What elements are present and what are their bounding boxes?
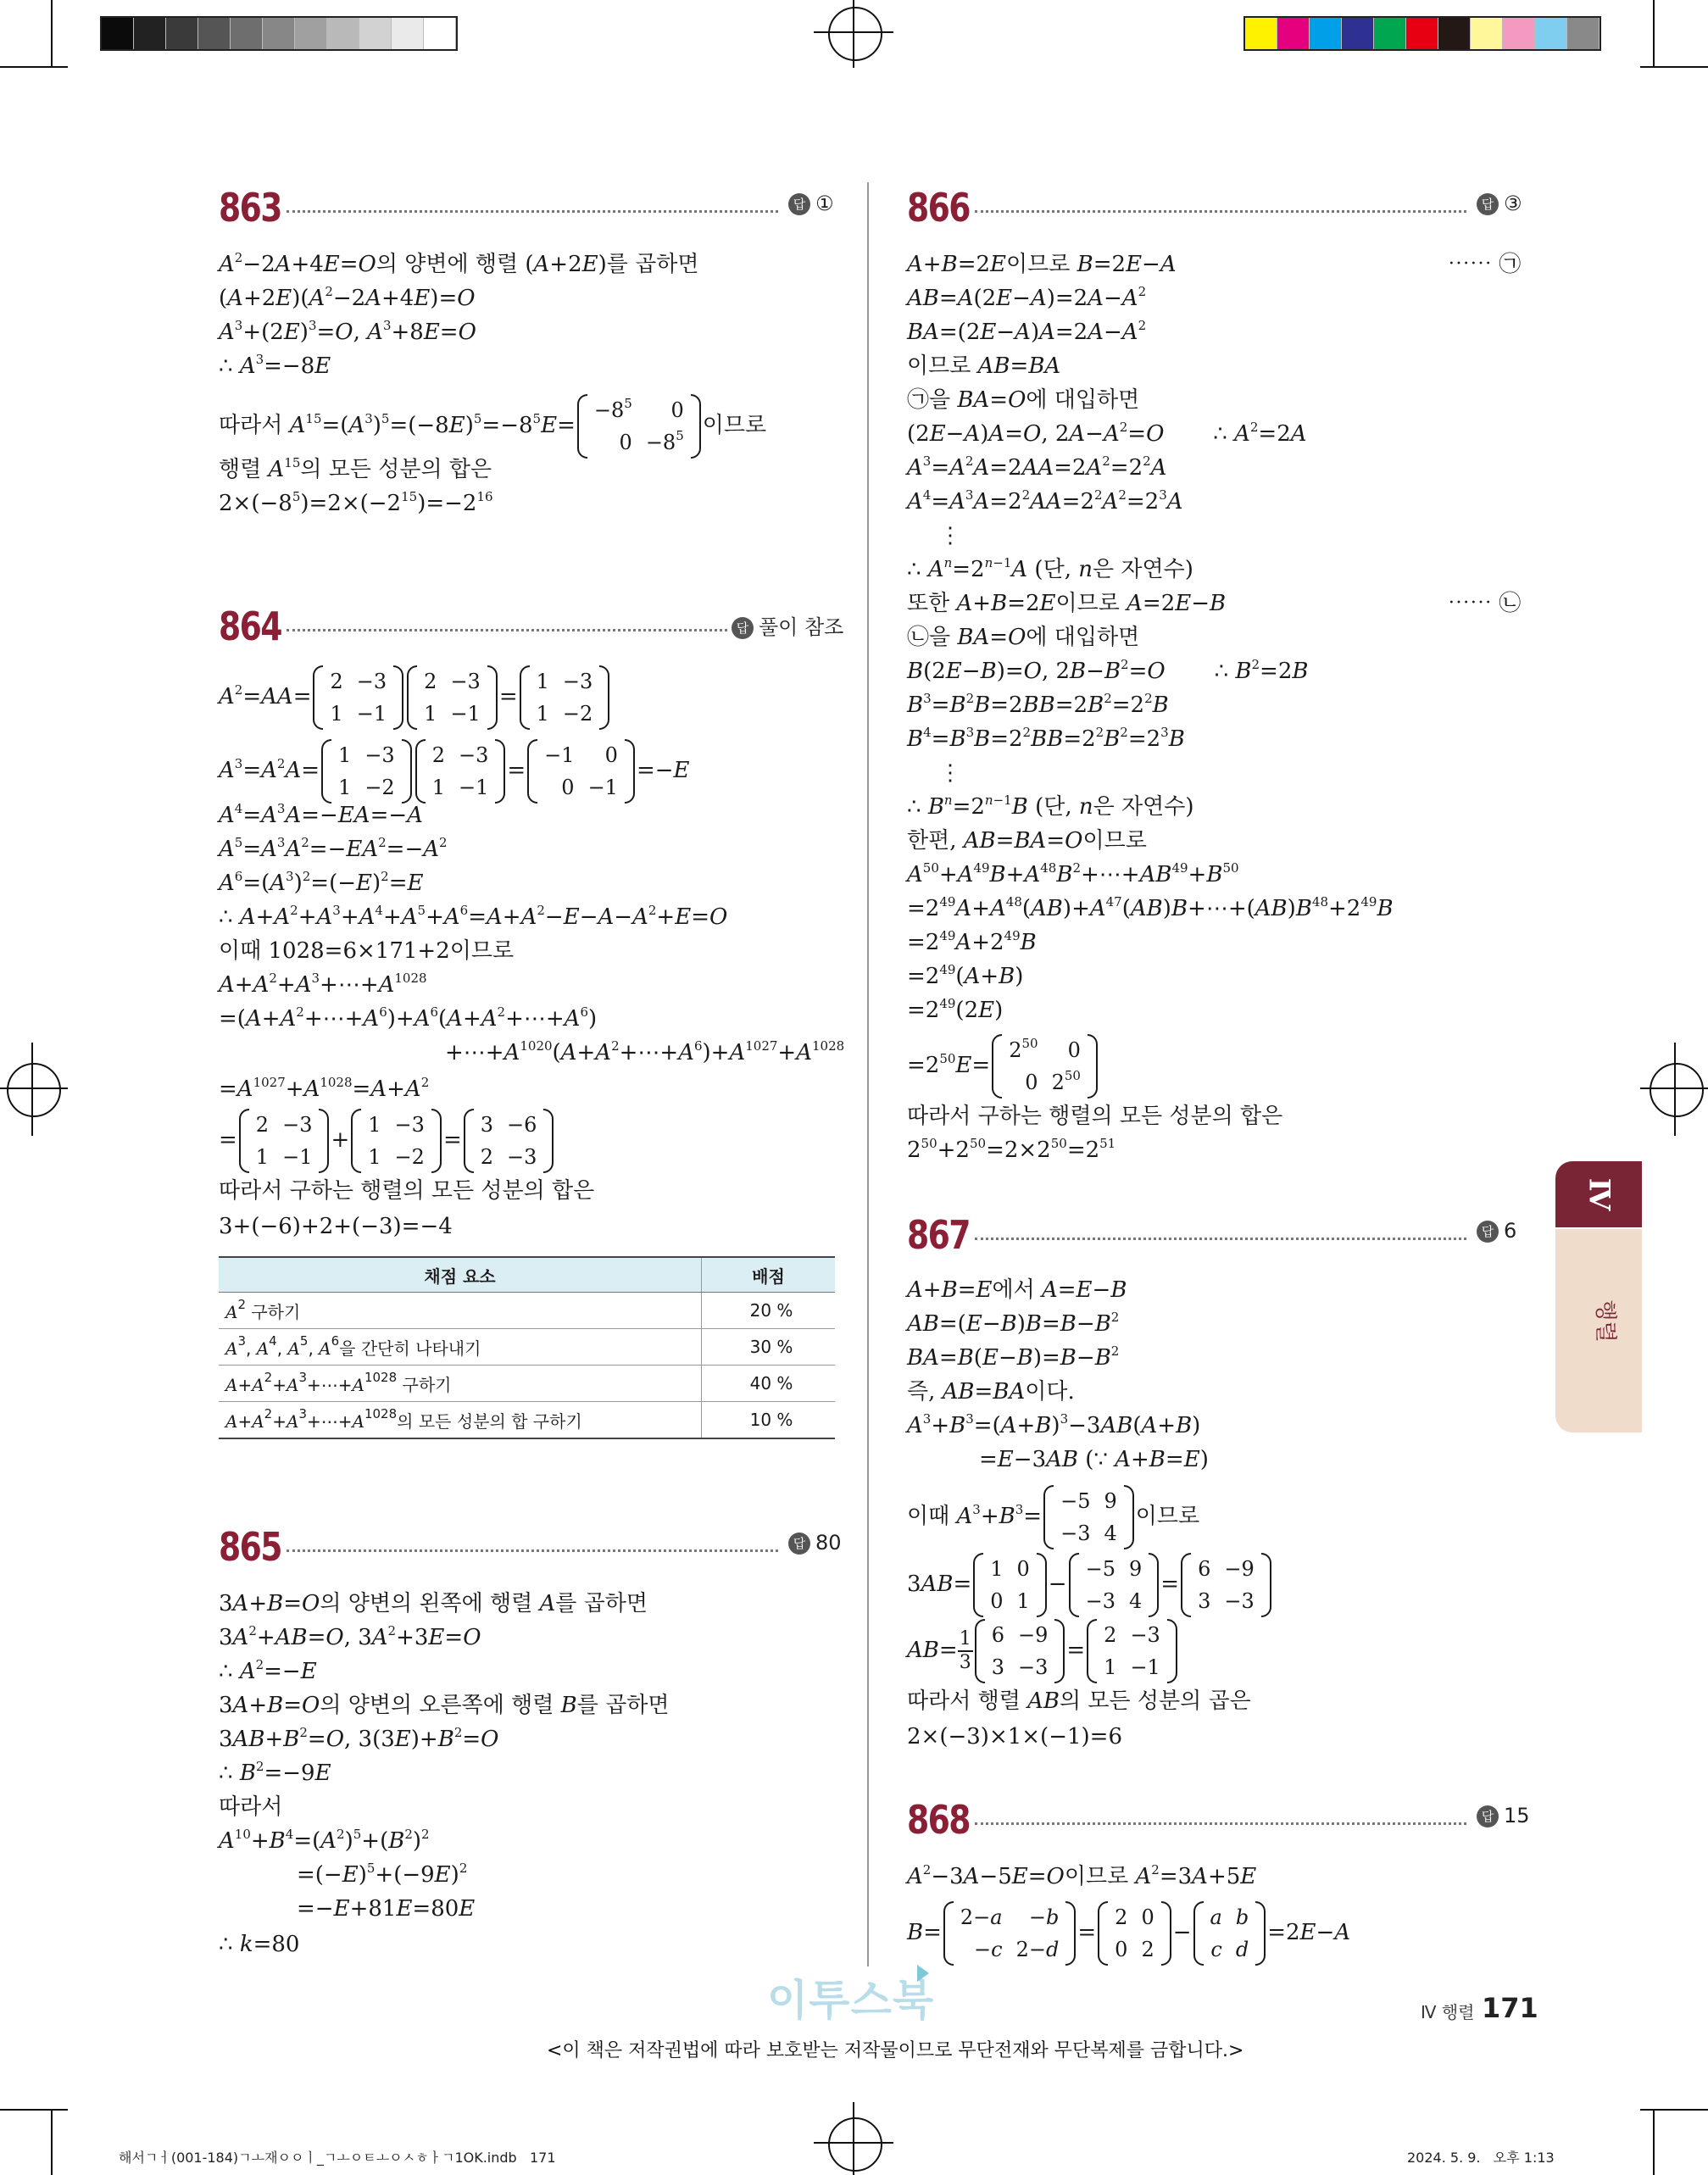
solution-line: 따라서 구하는 행렬의 모든 성분의 합은 (219, 1178, 595, 1204)
solution-line: $A^4=A^3A=2^2AA=2^2A^2=2^3A$ (907, 487, 1183, 515)
color-bar (1243, 16, 1601, 51)
solution-line: $A^{50}+A^{49}B+A^{48}B^2+\cdots+AB^{49}+B^{50}$ (907, 860, 1239, 887)
solution-line: $2^{50}+2^{50}=2\times 2^{50}=2^{51}$ (907, 1136, 1116, 1163)
solution-line: $A^4=A^3A=-EA=-A$ (219, 801, 423, 828)
equation-tag: ⋯⋯ ㉡ (1448, 591, 1522, 616)
crop-mark (1640, 2109, 1708, 2111)
color-swatch (102, 18, 134, 49)
answer-label (1477, 192, 1522, 215)
registration-mark (0, 1088, 68, 1089)
table-cell: $A+A^2+A^3+\cdots+A^{1028}$ 구하기 (219, 1366, 702, 1402)
solution-line: 3A+B=O의 양변의 오른쪽에 행렬 B를 곱하면 (219, 1693, 670, 1718)
solution-line: ⋮ (939, 523, 961, 548)
solution-line: 따라서 행렬 AB의 모든 성분의 곱은 (907, 1688, 1251, 1714)
dot-leader (287, 1549, 778, 1552)
problem-header-868 (907, 1797, 1530, 1848)
table-row (219, 1293, 835, 1329)
print-file-name: 해서ㄱㅓ(001-184)ㄱㅗ재ㅇㅇㅣ_ㄱㅗㅇㅌㅗㅇㅅㅎㅏㄱ1OK.indb 171 (119, 2150, 556, 2166)
solution-line: B= 2−a −b −c 2−d = 2 0 0 2 − a b c d =2E−A (907, 1901, 1350, 1966)
solution-line: A+B=2E이므로 B=2E−A (907, 252, 1177, 277)
color-swatch (1310, 18, 1342, 49)
solution-line: 2×(−3)×1×(−1)=6 (907, 1724, 1122, 1749)
answer-icon: 답 (788, 193, 810, 215)
solution-line: $A^5=A^3A^2=-EA^2=-A^2$ (219, 835, 448, 862)
chapter-tab-label (1555, 1229, 1642, 1432)
solution-line: ∴ $B^n=2^{n-1}B$ (단, n은 자연수) (907, 793, 1194, 820)
color-swatch (263, 18, 295, 49)
color-swatch (1471, 18, 1503, 49)
solution-line: ∴ $A^n=2^{n-1}A$ (단, n은 자연수) (907, 555, 1193, 582)
dot-leader (287, 629, 727, 631)
solution-line: $AB=A(2E-A)=2A-A^2$ (907, 284, 1147, 311)
solution-line: $+\cdots+A^{1020}(A+A^2+\cdots+A^6)+A^{1027}+A^{1028}$ (445, 1038, 845, 1065)
solution-line: 3A+B=O의 양변의 왼쪽에 행렬 A를 곱하면 (219, 1591, 648, 1616)
solution-line: 즉, AB=BA이다. (907, 1379, 1075, 1405)
solution-line: ㉡을 BA=O에 대입하면 (907, 625, 1140, 650)
table-cell: $A^2$ 구하기 (219, 1293, 702, 1329)
table-row (219, 1329, 835, 1366)
problem-header-866 (907, 185, 1526, 236)
answer-label (788, 192, 834, 215)
copyright-notice: <이 책은 저작권법에 따라 보호받는 저작물이므로 무단전재와 무단복제를 금합니다.> (547, 2040, 1244, 2061)
registration-mark (814, 2142, 893, 2144)
answer-value: 풀이 참조 (759, 615, 844, 639)
page-number: 171 (1482, 1992, 1538, 2024)
answer-label (732, 610, 843, 640)
answer-icon: 답 (732, 617, 754, 639)
problem-number: 865 (219, 1524, 281, 1570)
problem-number: 866 (907, 185, 970, 231)
solution-line: 이때 1028=6×171+2이므로 (219, 938, 515, 964)
solution-line: $3AB+B^2=O$, $3(3E)+B^2=O$ (219, 1725, 499, 1752)
dot-leader (975, 1238, 1466, 1240)
problem-header-863 (219, 185, 837, 236)
color-swatch (295, 18, 327, 49)
crop-mark (51, 2111, 53, 2175)
solution-line: $=A^{1027}+A^{1028}=A+A^2$ (219, 1075, 430, 1102)
solution-line: $A^2-2A+4E=O$의 양변에 행렬 (A+2E)를 곱하면 (219, 250, 699, 277)
solution-line: $A^2-3A-5E=O$이므로 $A^2=3A+5E$ (907, 1862, 1257, 1889)
solution-line: 3AB= 1 0 0 1 − −5 9 −3 4 = 6 −9 3 −3 (907, 1553, 1273, 1617)
crop-mark (0, 2109, 68, 2111)
answer-icon: 답 (788, 1533, 810, 1555)
publisher-logo (767, 1966, 934, 2028)
solution-line: $AB=(E-B)B=B-B^2$ (907, 1310, 1120, 1337)
registration-mark (1650, 1063, 1704, 1117)
solution-line: 3+(−6)+2+(−3)=−4 (219, 1214, 453, 1239)
solution-line: (2E−A)A=O, $2A-A^2=O$ ∴ $A^2=2A$ (907, 420, 1307, 447)
solution-line: $A+A^2+A^3+\cdots+A^{1028}$ (219, 971, 427, 998)
solution-line: $A^6=(A^3)^2=(-E)^2=E$ (219, 869, 424, 896)
table-header: 배점 (702, 1257, 836, 1293)
solution-line: ∴ $B^2=-9E$ (219, 1759, 331, 1786)
solution-line: B(2E−B)=O, $2B-B^2=O$ ∴ $B^2=2B$ (907, 657, 1309, 684)
solution-line: $3A^2+AB=O$, $3A^2+3E=O$ (219, 1623, 481, 1650)
solution-line: $A^3=A^2A=$ 1 −3 1 −2 2 −3 1 −1 = −1 0 0 −1 =−E (219, 739, 690, 804)
table-row (219, 1402, 835, 1439)
color-swatch (1374, 18, 1406, 49)
solution-line: =E−3AB (∵ A+B=E) (979, 1447, 1209, 1472)
table-cell: 10 % (702, 1402, 836, 1439)
registration-mark (1640, 1088, 1708, 1089)
equation-tag: ⋯⋯ ㉠ (1448, 252, 1522, 277)
color-swatch (1567, 18, 1600, 49)
color-swatch (1406, 18, 1438, 49)
solution-line: 따라서 구하는 행렬의 모든 성분의 합은 (907, 1104, 1283, 1129)
solution-line: $=2^{49}(2E)$ (907, 996, 1004, 1023)
registration-mark (828, 7, 882, 61)
page-section: Ⅳ 행렬 (1421, 2002, 1475, 2022)
solution-line: $A^{10}+B^4=(A^2)^5+(B^2)^2$ (219, 1827, 430, 1854)
solution-line: $A^3+(2E)^3=O$, $A^3+8E=O$ (219, 318, 476, 345)
crop-mark (1653, 0, 1655, 68)
color-swatch (1277, 18, 1310, 49)
registration-mark (31, 1043, 33, 1136)
print-timestamp: 2024. 5. 9. 오후 1:13 (1407, 2150, 1555, 2166)
color-swatch (198, 18, 231, 49)
solution-line: $2\times(-8^5)=2\times(-2^{15})=-2^{16}$ (219, 489, 493, 516)
table-row (219, 1366, 835, 1402)
solution-line: $=2^{50}E=$ $2^{50}$ 0 0 $2^{50}$ (907, 1034, 1099, 1099)
color-swatch (392, 18, 424, 49)
solution-line: 한편, AB=BA=O이므로 (907, 828, 1147, 854)
solution-line: 또한 A+B=2E이므로 A=2E−B (907, 591, 1227, 616)
color-swatch (134, 18, 166, 49)
color-swatch (231, 18, 263, 49)
problem-header-864 (219, 604, 844, 654)
chapter-tab (1555, 1161, 1642, 1227)
solution-line: = 2 −3 1 −1 + 1 −3 1 −2 = 3 −6 2 −3 (219, 1109, 555, 1173)
solution-line: $=(A+A^2+\cdots+A^6)+A^6(A+A^2+\cdots+A^6)$ (219, 1004, 598, 1032)
color-swatch (359, 18, 392, 49)
solution-line: ∴ k=80 (219, 1932, 300, 1957)
solution-line: 이때 $A^3+B^3=$ −5 9 −3 4 이므로 (907, 1485, 1199, 1549)
answer-value: ① (815, 192, 834, 215)
color-swatch (327, 18, 359, 49)
color-swatch (1342, 18, 1374, 49)
problem-header-865 (219, 1524, 842, 1575)
color-swatch (1503, 18, 1535, 49)
answer-icon: 답 (1477, 193, 1499, 215)
solution-line: $BA=B(E-B)=B-B^2$ (907, 1343, 1120, 1371)
color-swatch (166, 18, 198, 49)
table-header: 채점 요소 (219, 1257, 702, 1293)
answer-label (788, 1531, 842, 1555)
color-swatch (1535, 18, 1567, 49)
solution-line: ㉠을 BA=O에 대입하면 (907, 387, 1140, 413)
solution-line: ∴ $A^3=-8E$ (219, 352, 331, 379)
answer-value: ③ (1504, 192, 1522, 215)
table-cell: $A^3$, $A^4$, $A^5$, $A^6$을 간단히 나타내기 (219, 1329, 702, 1366)
registration-mark (814, 31, 893, 33)
solution-line: A+B=E에서 A=E−B (907, 1277, 1127, 1303)
registration-mark (7, 1063, 61, 1117)
solution-line: AB= $\frac{1}{3}$ 6 −9 3 −3 = 2 −3 1 −1 (907, 1619, 1179, 1683)
solution-line: 따라서 $A^{15}=(A^3)^5=(-8E)^5=-8^5E=$ $-8^5$ 0 0 $-8^5$ 이므로 (219, 394, 766, 459)
answer-value: 15 (1504, 1804, 1530, 1827)
answer-value: 80 (815, 1531, 842, 1555)
chapter-number: Ⅳ (1582, 1177, 1616, 1211)
color-swatch (1438, 18, 1471, 49)
crop-mark (1640, 66, 1708, 68)
color-swatch (1245, 18, 1277, 49)
dot-leader (975, 210, 1466, 213)
registration-mark (853, 2102, 854, 2175)
chapter-title: 행렬 (1592, 1299, 1618, 1343)
solution-line: ⋮ (939, 760, 961, 786)
solution-line: 이므로 AB=BA (907, 353, 1061, 379)
answer-label (1477, 1804, 1530, 1827)
table-cell: 30 % (702, 1329, 836, 1366)
answer-icon: 답 (1477, 1221, 1499, 1243)
solution-line: $A^3=A^2A=2AA=2A^2=2^2A$ (907, 453, 1167, 481)
solution-line: ∴ $A+A^2+A^3+A^4+A^5+A^6=A+A^2-E-A-A^2+E=O$ (219, 903, 728, 930)
solution-line: $BA=(2E-A)A=2A-A^2$ (907, 318, 1147, 345)
solution-line: $B^3=B^2B=2BB=2B^2=2^2B$ (907, 691, 1169, 718)
grayscale-bar (100, 16, 458, 51)
problem-number: 867 (907, 1212, 970, 1258)
crop-mark (1653, 2111, 1655, 2175)
answer-value: 6 (1504, 1219, 1517, 1243)
dot-leader (975, 1822, 1466, 1825)
solution-line: =−E+81E=80E (297, 1896, 476, 1922)
answer-label (1477, 1219, 1516, 1243)
answer-icon: 답 (1477, 1805, 1499, 1827)
problem-header-867 (907, 1212, 1526, 1263)
crop-mark (51, 0, 53, 68)
solution-line: $A^3+B^3=(A+B)^3-3AB(A+B)$ (907, 1411, 1201, 1438)
column-divider (867, 182, 869, 1966)
solution-line: $=2^{49}(A+B)$ (907, 962, 1024, 989)
registration-mark (853, 0, 854, 68)
registration-mark (1674, 1043, 1676, 1136)
crop-mark (0, 66, 68, 68)
table-cell: $A+A^2+A^3+\cdots+A^{1028}$의 모든 성분의 합 구하기 (219, 1402, 702, 1439)
table-cell: 20 % (702, 1293, 836, 1329)
logo-flag-icon (917, 1965, 929, 1982)
matrix: $-8^5$ 0 0 $-8^5$ (577, 394, 701, 459)
solution-line: $=2^{49}A+2^{49}B$ (907, 928, 1037, 955)
score-table (219, 1256, 835, 1439)
problem-number: 863 (219, 185, 281, 231)
problem-number: 868 (907, 1797, 970, 1843)
solution-line: $=2^{49}A+A^{48}(AB)+A^{47}(AB)B+\cdots+(AB)B^{48}+2^{49}B$ (907, 894, 1394, 921)
solution-line: 행렬 $A^{15}$의 모든 성분의 합은 (219, 455, 492, 482)
solution-line: $B^4=B^3B=2^2BB=2^2B^2=2^3B$ (907, 725, 1185, 752)
color-swatch (424, 18, 456, 49)
solution-line: ∴ $A^2=-E$ (219, 1657, 317, 1684)
registration-mark (828, 2117, 882, 2172)
solution-line: $(A+2E)(A^2-2A+4E)=O$ (219, 284, 476, 311)
problem-number: 864 (219, 604, 281, 649)
logo-text: 이투스북 (767, 1976, 935, 2025)
solution-line: $=(-E)^5+(-9E)^2$ (297, 1861, 468, 1888)
solution-line: 따라서 (219, 1794, 283, 1820)
solution-line: $A^2=AA=$ 2 −3 1 −1 2 −3 1 −1 = 1 −3 1 −2 (219, 665, 611, 730)
table-cell: 40 % (702, 1366, 836, 1402)
dot-leader (287, 210, 778, 213)
